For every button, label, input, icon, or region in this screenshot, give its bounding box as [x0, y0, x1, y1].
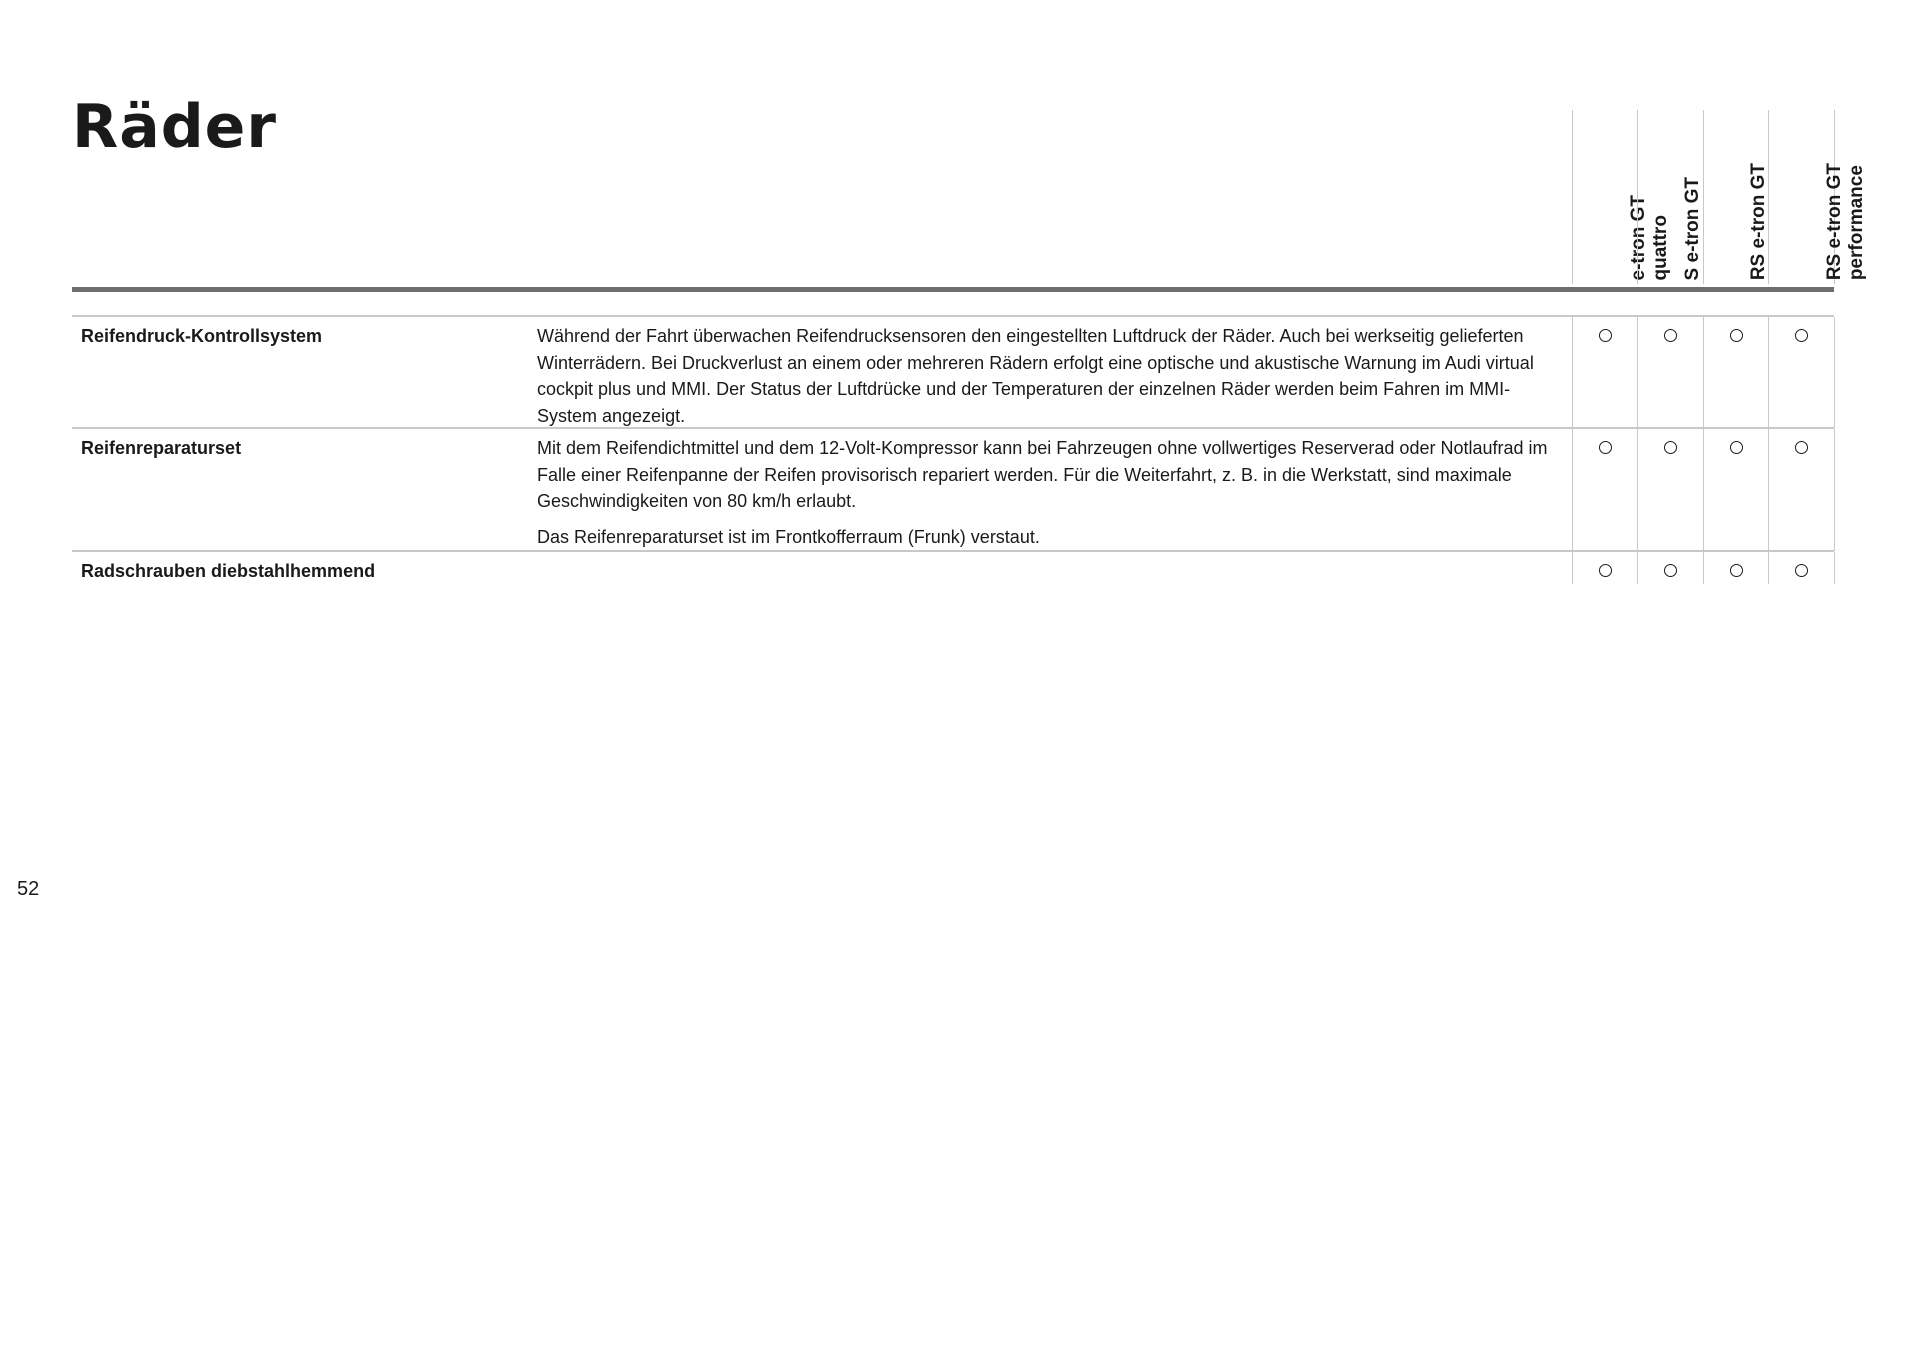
availability-cell [1703, 317, 1769, 428]
availability-cell [1768, 552, 1835, 584]
table-row [72, 550, 1834, 584]
optional-circle-icon [1730, 329, 1743, 342]
header-divider [72, 287, 1834, 292]
description-paragraph: Während der Fahrt überwachen Reifendrucksensoren den eingestellten Luftdruck der Räder. Auch bei werkseitig gelieferten Winterrädern. Bei Druckverlust an einem oder mehreren Rädern erfolgt eine optische und akustische Warnung im Audi virtual cockpit plus und MMI. Der Status der Luftdrücke und der Temperaturen der einzelnen Räder werden beim Fahren im MMI-System angezeigt. [537, 326, 1534, 426]
optional-circle-icon [1795, 441, 1808, 454]
availability-cell [1703, 429, 1769, 551]
optional-circle-icon [1795, 329, 1808, 342]
description-paragraph: Mit dem Reifendichtmittel und dem 12-Volt-Kompressor kann bei Fahrzeugen ohne vollwertiges Reserverad oder Notlaufrad im Falle einer Reifenpanne der Reifen provisorisch repariert werden. Für die Weiterfahrt, z. B. in die Werkstatt, sind maximale Geschwindigkeiten von 80 km/h erlaubt. [537, 438, 1548, 511]
page-number: 52 [17, 878, 40, 900]
availability-cell [1703, 552, 1769, 584]
optional-circle-icon [1599, 441, 1612, 454]
optional-circle-icon [1599, 564, 1612, 577]
column-label: e-tron GT quattro [1627, 194, 1671, 280]
page-title: Räder [72, 92, 277, 162]
column-header-rs-etron-gt [1703, 110, 1769, 284]
description-paragraph: Das Reifenreparaturset ist im Frontkofferraum (Frunk) verstaut. [537, 526, 1040, 547]
column-label: S e-tron GT [1681, 176, 1703, 280]
optional-circle-icon [1664, 441, 1677, 454]
availability-cell [1637, 552, 1703, 584]
availability-cell [1768, 429, 1835, 551]
availability-cell [1572, 317, 1638, 428]
optional-circle-icon [1664, 564, 1677, 577]
availability-cell [1572, 552, 1638, 584]
row-description [537, 323, 1567, 429]
column-label: RS e-tron GT [1747, 162, 1769, 280]
row-name: Radschrauben diebstahlhemmend [81, 561, 376, 581]
row-description [537, 435, 1567, 550]
row-name: Reifendruck-Kontrollsystem [81, 326, 323, 346]
optional-circle-icon [1795, 564, 1808, 577]
column-header-etron-gt-quattro [1572, 110, 1671, 284]
availability-cell [1768, 317, 1835, 428]
availability-cell [1637, 429, 1703, 551]
table-row [72, 427, 1834, 551]
table-row [72, 315, 1834, 428]
optional-circle-icon [1730, 564, 1743, 577]
availability-cell [1637, 317, 1703, 428]
column-label: RS e-tron GT performance [1823, 162, 1867, 280]
optional-circle-icon [1599, 329, 1612, 342]
availability-cell [1572, 429, 1638, 551]
column-header-s-etron-gt [1637, 110, 1703, 284]
optional-circle-icon [1664, 329, 1677, 342]
column-header-rs-etron-gt-performance [1768, 110, 1867, 284]
row-name: Reifenreparaturset [81, 438, 242, 458]
optional-circle-icon [1730, 441, 1743, 454]
